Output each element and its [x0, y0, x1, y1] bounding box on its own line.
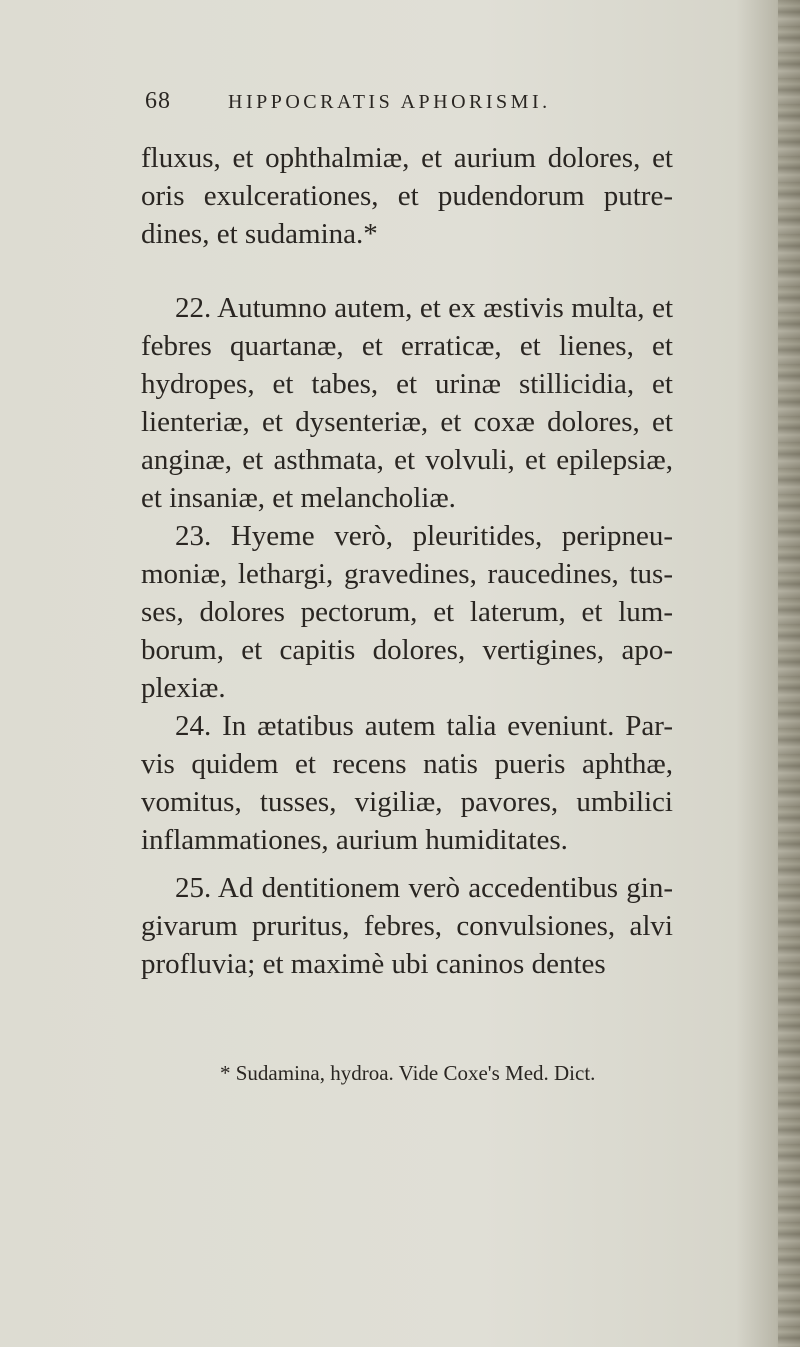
page-number: 68 — [145, 88, 171, 114]
aphorism-25: 25. Ad dentitionem verò accedentibus gin- givarum pruritus, febres, convulsiones, alvi profluvia; et maximè ubi caninos dentes — [141, 872, 673, 980]
aphorism-22: 22. Autumno autem, et ex æstivis multa, et febres quartanæ, et erraticæ, et lienes, et hydropes, et tabes, et urinæ stillicidia, et lienteriæ, et dysenteriæ, et coxæ dolores, et anginæ, et asthmata, et volvuli, et epilepsiæ, et insaniæ, et melancholiæ. — [141, 292, 673, 514]
aphorism-23: 23. Hyeme verò, pleuritides, peripneu- moniæ, lethargi, gravedines, raucedines, tus- ses, dolores pectorum, et laterum, et lum- borum, et capitis dolores, vertigines, apo- plexiæ. — [141, 520, 673, 704]
page-edge-shadow — [778, 0, 800, 1347]
running-title: HIPPOCRATIS APHORISMI. — [228, 91, 551, 113]
main-text — [141, 139, 673, 983]
aphorism-24: 24. In ætatibus autem talia eveniunt. Par- vis quidem et recens natis pueris aphthæ, vomitus, tusses, vigiliæ, pavores, umbilici inflammationes, aurium humiditates. — [141, 710, 673, 856]
paragraph-continuation: fluxus, et ophthalmiæ, et aurium dolores, et oris exulcerationes, et pudendorum putre- dines, et sudamina.* — [141, 142, 673, 250]
footnote: * Sudamina, hydroa. Vide Coxe's Med. Dict. — [220, 1061, 596, 1085]
page-header — [145, 88, 665, 118]
